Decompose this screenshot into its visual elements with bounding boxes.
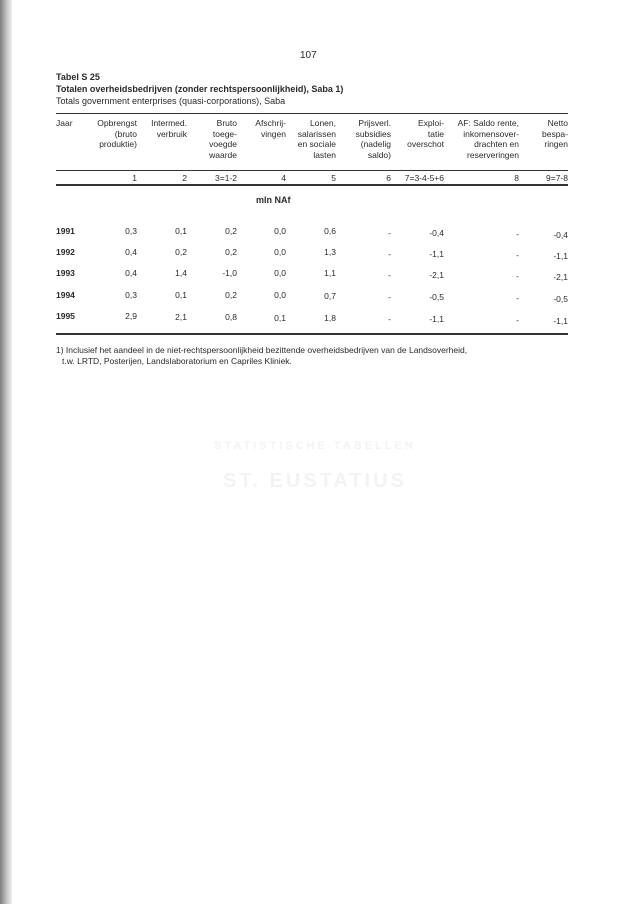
header-netto-besparingen: Netto bespa- ringen <box>542 118 568 149</box>
cell: 0,2 <box>225 290 237 300</box>
cell: 0,1 <box>274 313 286 323</box>
cell: 0,3 <box>125 290 137 300</box>
table-subtitle: Totals government enterprises (quasi-corporations), Saba <box>56 96 286 106</box>
column-number: 8 <box>514 173 519 183</box>
header-af-saldo-rente: AF: Saldo rente, inkomensover- drachten en reserveringen <box>457 118 519 160</box>
cell: 0,1 <box>175 290 187 300</box>
footnote <box>56 345 556 367</box>
cell: 0,0 <box>274 247 286 257</box>
cell: 0,0 <box>274 268 286 278</box>
show-through-island: ST. EUSTATIUS <box>223 470 407 492</box>
page-binding-edge <box>0 0 12 904</box>
cell: -1,1 <box>429 249 444 259</box>
column-number-top-rule <box>56 170 568 171</box>
table-id: Tabel S 25 <box>56 72 100 82</box>
unit-label: mln NAf <box>256 195 291 205</box>
cell: 0,0 <box>274 290 286 300</box>
cell: -0,4 <box>553 230 568 240</box>
column-number: 7=3-4-5+6 <box>404 173 444 183</box>
column-number: 1 <box>132 173 137 183</box>
show-through-heading: STATISTISCHE TABELLEN <box>214 440 416 452</box>
row-year: 1994 <box>56 290 75 300</box>
cell: 0,7 <box>324 291 336 301</box>
cell: - <box>516 229 519 239</box>
header-intermed-verbruik: Intermed. verbruik <box>151 118 187 139</box>
cell: 1,8 <box>324 313 336 323</box>
cell: - <box>388 270 391 280</box>
column-number: 9=7-8 <box>546 173 568 183</box>
cell: 2,1 <box>175 312 187 322</box>
table-title: Totalen overheidsbedrijven (zonder rechtspersoonlijkheid), Saba 1) <box>56 84 344 94</box>
cell: - <box>516 250 519 260</box>
cell: - <box>388 249 391 259</box>
cell: 0,1 <box>175 226 187 236</box>
column-number-bottom-rule <box>56 184 568 186</box>
cell: 2,9 <box>125 311 137 321</box>
header-opbrengst: Opbrengst (bruto produktie) <box>97 118 137 149</box>
row-year: 1992 <box>56 247 75 257</box>
header-bruto-toegevoegde-waarde: Bruto toege- voegde waarde <box>209 118 237 160</box>
row-year: 1995 <box>56 311 75 321</box>
table-top-rule <box>56 113 568 114</box>
cell: -0,4 <box>429 228 444 238</box>
column-number: 2 <box>182 173 187 183</box>
cell: -1,1 <box>553 251 568 261</box>
cell: 0,6 <box>324 226 336 236</box>
cell: -1,1 <box>553 316 568 326</box>
cell: - <box>388 228 391 238</box>
cell: 0,4 <box>125 268 137 278</box>
cell: -0,5 <box>553 294 568 304</box>
cell: - <box>516 315 519 325</box>
row-year: 1993 <box>56 268 75 278</box>
footnote-line-2: t.w. LRTD, Posterijen, Landslaboratorium en Capriles Kliniek. <box>62 356 292 366</box>
row-year: 1991 <box>56 226 75 236</box>
cell: 0,2 <box>225 247 237 257</box>
header-exploitatie-overschot: Exploi- tatie overschot <box>407 118 444 149</box>
cell: 0,0 <box>274 226 286 236</box>
cell: -2,1 <box>429 270 444 280</box>
cell: -2,1 <box>553 272 568 282</box>
cell: 0,2 <box>225 226 237 236</box>
header-afschrijvingen: Afschrij- vingen <box>255 118 286 139</box>
column-number: 4 <box>281 173 286 183</box>
cell: -1,1 <box>429 314 444 324</box>
cell: - <box>388 292 391 302</box>
cell: -1,0 <box>222 268 237 278</box>
cell: - <box>516 271 519 281</box>
cell: 0,3 <box>125 226 137 236</box>
cell: 0,4 <box>125 247 137 257</box>
cell: 0,8 <box>225 312 237 322</box>
cell: 0,2 <box>175 247 187 257</box>
column-number: 5 <box>331 173 336 183</box>
cell: -0,5 <box>429 292 444 302</box>
table-bottom-rule <box>56 333 568 335</box>
cell: - <box>516 293 519 303</box>
cell: 1,3 <box>324 247 336 257</box>
cell: 1,4 <box>175 268 187 278</box>
column-number: 6 <box>386 173 391 183</box>
header-jaar: Jaar <box>56 118 73 128</box>
column-number: 3=1-2 <box>215 173 237 183</box>
header-prijsverl-subsidies: Prijsverl. subsidies (nadelig saldo) <box>355 118 391 160</box>
page-number: 107 <box>300 50 317 61</box>
cell: - <box>388 314 391 324</box>
header-lonen: Lonen, salarissen en sociale lasten <box>297 118 336 160</box>
cell: 1,1 <box>324 268 336 278</box>
footnote-line-1: 1) Inclusief het aandeel in de niet-rechtspersoonlijkheid bezittende overheidsbedrijven van de Landsoverheid, <box>56 345 468 355</box>
